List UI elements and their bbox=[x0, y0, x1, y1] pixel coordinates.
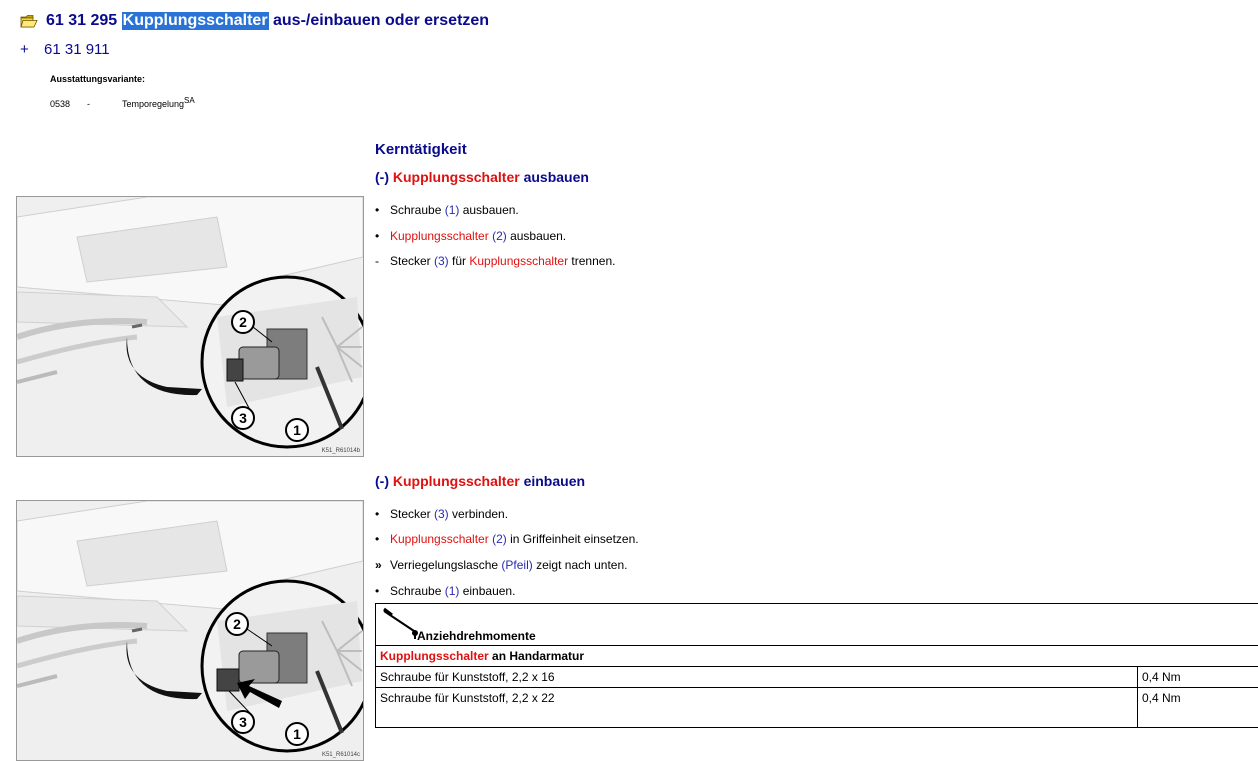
bullet-mark: • bbox=[375, 584, 380, 598]
bullet-mark: • bbox=[375, 203, 380, 217]
step-text: Schraube bbox=[390, 584, 445, 598]
section-part: Kupplungsschalter bbox=[392, 169, 520, 185]
step-text: einbauen. bbox=[459, 584, 516, 598]
torque-wrench-icon bbox=[380, 607, 420, 641]
step-text: zeigt nach unten. bbox=[532, 558, 628, 572]
section-part: Kupplungsschalter bbox=[392, 473, 520, 489]
step-ref: (3) bbox=[434, 254, 449, 268]
step-text: verbinden. bbox=[448, 507, 509, 521]
callout-3: 3 bbox=[239, 714, 247, 730]
section-install-title bbox=[375, 473, 585, 489]
install-step-3 bbox=[375, 558, 627, 572]
equipment-row bbox=[50, 96, 195, 109]
install-step-4 bbox=[375, 584, 515, 598]
step-part: Kupplungsschalter bbox=[390, 532, 489, 546]
related-link[interactable] bbox=[20, 41, 110, 58]
install-step-1 bbox=[375, 507, 508, 521]
bullet-mark: • bbox=[375, 229, 380, 243]
section-action: einbauen bbox=[523, 473, 586, 489]
remove-step-2 bbox=[375, 229, 566, 243]
document-title bbox=[20, 12, 489, 30]
step-text: Stecker bbox=[390, 507, 435, 521]
title-code: 61 31 295 bbox=[46, 12, 118, 29]
step-text: Verriegelungslasche bbox=[390, 558, 502, 572]
note-mark: » bbox=[375, 558, 382, 572]
folder-open-icon[interactable] bbox=[20, 14, 38, 28]
figure-remove-drawing bbox=[17, 197, 363, 456]
step-part: Kupplungsschalter bbox=[390, 229, 489, 243]
equipment-dash: - bbox=[87, 99, 90, 109]
step-text: ausbauen. bbox=[506, 229, 567, 243]
callout-2: 2 bbox=[239, 314, 247, 330]
figure-caption: K51_R61014c bbox=[321, 752, 360, 758]
step-part: Kupplungsschalter bbox=[469, 254, 569, 268]
callout-3: 3 bbox=[239, 410, 247, 426]
equipment-code: 0538 bbox=[50, 99, 71, 109]
equipment-suffix: SA bbox=[184, 96, 195, 105]
section-remove-title bbox=[375, 169, 589, 185]
torque-heading: Anziehdrehmomente bbox=[417, 629, 536, 643]
torque-desc: Schraube für Kunststoff, 2,2 x 16 bbox=[376, 667, 1138, 688]
section-prefix: (-) bbox=[375, 473, 389, 489]
torque-value: 0,4 Nm bbox=[1138, 667, 1258, 688]
remove-step-3 bbox=[375, 254, 615, 268]
step-ref: (2) bbox=[492, 532, 507, 546]
torque-part-cell bbox=[376, 646, 1258, 667]
torque-header-cell bbox=[376, 604, 1258, 646]
torque-part: Kupplungsschalter bbox=[380, 649, 489, 663]
expand-plus-icon[interactable]: + bbox=[20, 41, 29, 58]
step-ref: (Pfeil) bbox=[501, 558, 533, 572]
step-text: in Griffeinheit einsetzen. bbox=[506, 532, 639, 546]
torque-table bbox=[375, 603, 1258, 728]
main-title: Kerntätigkeit bbox=[375, 141, 467, 158]
remove-step-1 bbox=[375, 203, 519, 217]
step-text: trennen. bbox=[568, 254, 616, 268]
equipment-label: Ausstattungsvariante: bbox=[50, 74, 146, 84]
step-ref: (2) bbox=[492, 229, 507, 243]
title-highlight[interactable]: Kupplungsschalter bbox=[122, 12, 268, 29]
callout-2: 2 bbox=[233, 616, 241, 632]
step-ref: (1) bbox=[444, 203, 460, 217]
table-row bbox=[376, 667, 1258, 688]
torque-value: 0,4 Nm bbox=[1138, 688, 1258, 728]
section-prefix: (-) bbox=[375, 169, 389, 185]
step-text: Schraube bbox=[390, 203, 445, 217]
callout-1: 1 bbox=[293, 726, 301, 742]
bullet-mark: - bbox=[375, 254, 379, 268]
torque-table-header bbox=[376, 604, 1258, 646]
figure-install[interactable] bbox=[16, 500, 364, 761]
callout-1: 1 bbox=[293, 422, 301, 438]
related-code[interactable]: 61 31 911 bbox=[44, 41, 110, 58]
step-text: für bbox=[448, 254, 470, 268]
bullet-mark: • bbox=[375, 507, 380, 521]
torque-part-rest: an Handarmatur bbox=[492, 649, 585, 663]
title-rest: aus-/einbauen oder ersetzen bbox=[273, 12, 490, 29]
step-text: Stecker bbox=[390, 254, 435, 268]
figure-install-drawing bbox=[17, 501, 363, 760]
figure-caption: K51_R61014b bbox=[321, 448, 360, 454]
step-ref: (3) bbox=[434, 507, 449, 521]
table-row bbox=[376, 688, 1258, 728]
figure-remove[interactable] bbox=[16, 196, 364, 457]
section-action: ausbauen bbox=[523, 169, 589, 185]
torque-desc: Schraube für Kunststoff, 2,2 x 22 bbox=[376, 688, 1138, 728]
step-ref: (1) bbox=[444, 584, 460, 598]
install-step-2 bbox=[375, 532, 639, 546]
bullet-mark: • bbox=[375, 532, 380, 546]
step-text: ausbauen. bbox=[459, 203, 519, 217]
equipment-name: Temporegelung bbox=[122, 99, 185, 109]
torque-part-row bbox=[376, 646, 1258, 667]
